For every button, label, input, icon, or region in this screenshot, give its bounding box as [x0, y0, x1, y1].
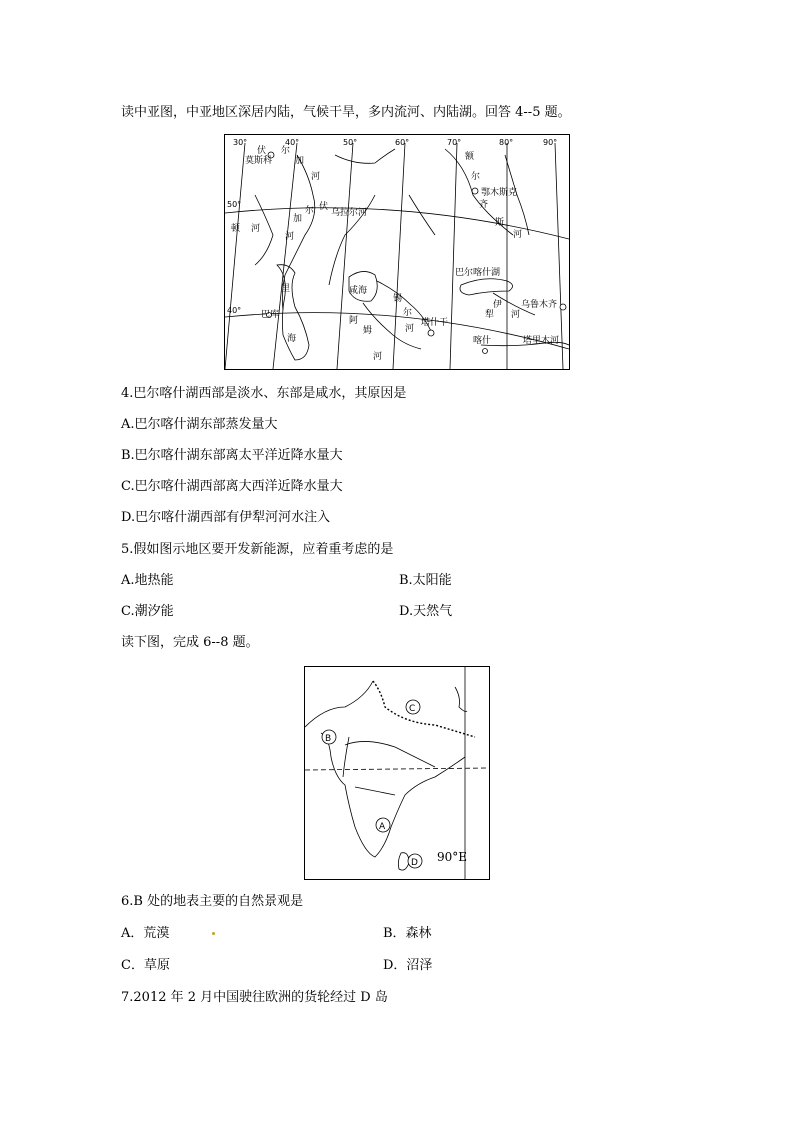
longitude-label-90e: 90°E	[437, 850, 468, 864]
label-syr-1: 锡	[393, 294, 403, 304]
label-aral-sea: 咸海	[349, 286, 368, 296]
label-volga-2: 尔	[281, 146, 291, 156]
marker-a: A	[379, 822, 386, 832]
intro-text-q4-5: 读中亚图，中亚地区深居内陆，气候干旱，多内流河、内陆湖。回答 4--5 题。	[121, 105, 571, 120]
lat-label-50: 50°	[227, 200, 242, 209]
lon-label-60: 60°	[395, 138, 410, 147]
south-asia-map-graphic	[305, 667, 489, 879]
q4-stem: 4.巴尔喀什湖西部是淡水、东部是咸水，其原因是	[121, 386, 407, 401]
q7-stem: 7.2012 年 2 月中国驶往欧洲的货轮经过 D 岛	[121, 990, 388, 1005]
q6-option-b: B．森林	[383, 926, 432, 941]
label-irtysh-4: 斯	[495, 218, 505, 228]
lon-label-80: 80°	[499, 138, 514, 147]
label-tarim: 塔里木河	[523, 336, 560, 346]
label-volga-4: 河	[311, 172, 321, 182]
q4-option-c: C.巴尔喀什湖西部离大西洋近降水量大	[121, 479, 343, 494]
lon-label-70: 70°	[447, 138, 462, 147]
label-volga-7: 加	[293, 214, 303, 224]
label-ili-1: 伊	[493, 300, 503, 310]
intro-text-q6-8: 读下图，完成 6--8 题。	[121, 635, 259, 650]
label-tashkent: 塔什干	[421, 318, 449, 328]
label-ili-2: 犁	[485, 310, 495, 320]
label-irtysh-1: 额	[465, 152, 475, 162]
q4-option-b: B.巴尔喀什湖东部离太平洋近降水量大	[121, 448, 343, 463]
label-volga-1: 伏	[257, 146, 267, 156]
label-syr-3: 河	[405, 324, 415, 334]
label-amu-1: 阿	[349, 316, 359, 326]
lat-label-40: 40°	[227, 306, 242, 315]
q4-option-d: D.巴尔喀什湖西部有伊犁河河水注入	[121, 510, 331, 525]
q5-option-c: C.潮汐能	[121, 604, 174, 619]
q6-stem: 6.B 处的地表主要的自然景观是	[121, 894, 304, 909]
label-urumqi: 乌鲁木齐	[521, 300, 558, 310]
south-asia-map	[304, 666, 490, 880]
marker-c: C	[409, 704, 416, 714]
lon-label-40: 40°	[285, 138, 300, 147]
label-omsk: 鄂木斯克	[481, 188, 518, 198]
lon-label-30: 30°	[233, 138, 248, 147]
q6-option-c: C．草原	[121, 958, 170, 973]
label-balkhash: 巴尔喀什湖	[455, 268, 501, 278]
lon-label-50: 50°	[343, 138, 358, 147]
marker-b: B	[325, 734, 332, 744]
q5-option-b: B.太阳能	[399, 573, 452, 588]
q5-option-d: D.天然气	[399, 604, 453, 619]
q5-option-a: A.地热能	[121, 573, 174, 588]
label-irtysh-5: 河	[513, 230, 523, 240]
label-irtysh-3: 齐	[479, 200, 489, 210]
central-asia-map-graphic	[225, 135, 569, 369]
marker-d: D	[411, 858, 418, 868]
label-moscow: 莫斯科	[245, 156, 273, 166]
q5-stem: 5.假如图示地区要开发新能源，应着重考虑的是	[121, 542, 394, 557]
label-syr-2: 尔	[403, 308, 413, 318]
q6-option-d: D．沼泽	[383, 958, 433, 973]
q4-option-a: A.巴尔喀什湖东部蒸发量大	[121, 417, 278, 432]
label-caspian-1: 里	[281, 284, 291, 294]
label-volga-6: 尔	[305, 206, 315, 216]
label-ili-3: 河	[511, 310, 521, 320]
label-kashgar: 喀什	[473, 336, 492, 346]
label-don-1: 顿	[231, 224, 241, 234]
lon-label-90: 90°	[543, 138, 558, 147]
label-volga-5: 伏	[319, 202, 329, 212]
label-don-2: 河	[251, 224, 261, 234]
central-asia-map	[224, 134, 570, 370]
q6-option-a: A．荒漠	[121, 926, 170, 941]
stray-mark	[212, 932, 215, 935]
label-amu-3: 河	[373, 352, 383, 362]
label-volga-3: 加	[295, 156, 305, 166]
label-ural-river: 乌拉尔河	[331, 208, 368, 218]
label-irtysh-2: 尔	[471, 172, 481, 182]
label-amu-2: 姆	[363, 326, 373, 336]
label-baku: 巴库	[261, 310, 280, 320]
label-volga-8: 河	[285, 232, 295, 242]
label-caspian-2: 海	[287, 334, 297, 344]
